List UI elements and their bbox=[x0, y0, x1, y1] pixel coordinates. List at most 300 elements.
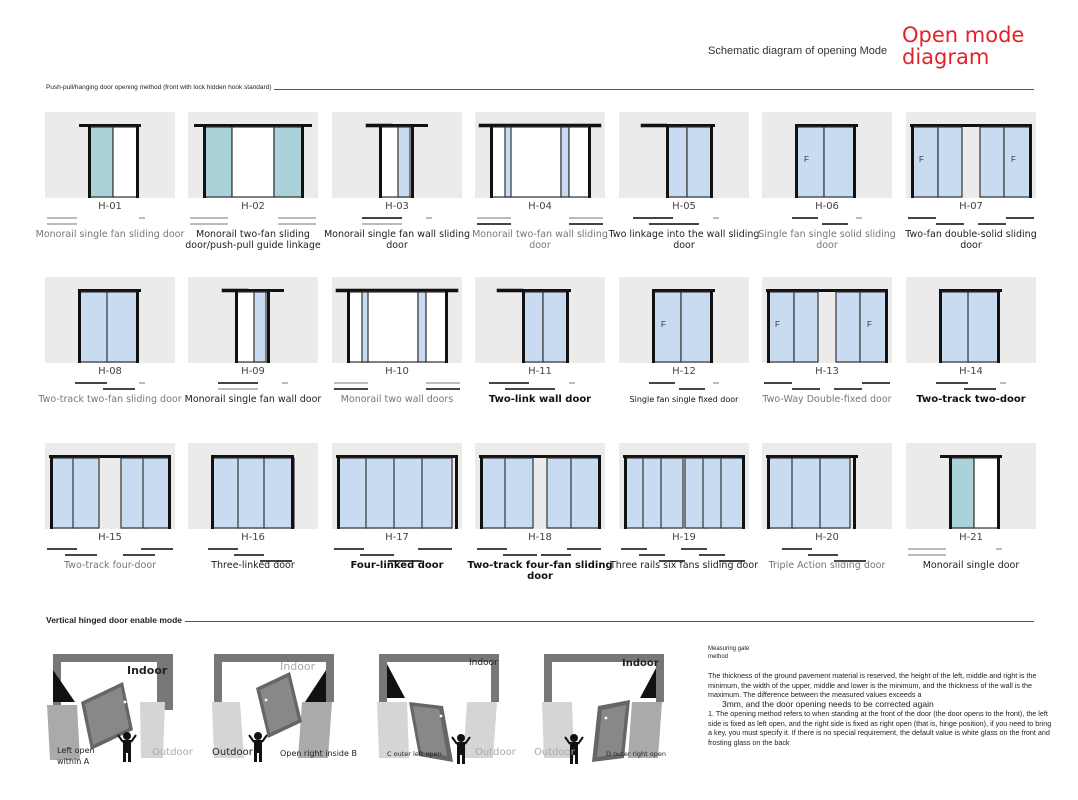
door-opening bbox=[426, 292, 446, 362]
door-code: H-14 bbox=[959, 366, 983, 377]
glass-panel bbox=[940, 292, 970, 362]
track-line bbox=[282, 382, 288, 384]
indoor-label: Indoor bbox=[622, 658, 659, 669]
glass-panel bbox=[204, 127, 232, 197]
fixed-panel-label: F bbox=[775, 320, 780, 329]
frame-post bbox=[710, 124, 713, 198]
indoor-label: Indoor bbox=[127, 664, 168, 677]
door-diagram bbox=[475, 277, 605, 363]
frame-post bbox=[235, 289, 238, 363]
glass-panel bbox=[366, 458, 396, 528]
glass-panel bbox=[824, 127, 854, 197]
track-line bbox=[103, 388, 135, 390]
door-code: H-18 bbox=[528, 532, 552, 543]
track-line bbox=[713, 382, 719, 384]
glass-panel bbox=[796, 127, 824, 197]
track-line bbox=[418, 548, 452, 550]
door-code: H-02 bbox=[241, 201, 265, 212]
track-line bbox=[764, 382, 792, 384]
track-line bbox=[208, 548, 238, 550]
glass-panel bbox=[107, 292, 137, 362]
glass-panel bbox=[238, 458, 266, 528]
frame-post bbox=[652, 289, 655, 363]
door-diagram bbox=[332, 112, 462, 198]
frame-post bbox=[949, 455, 952, 529]
door-thumbnail bbox=[475, 112, 605, 198]
door-opening bbox=[368, 292, 418, 362]
frame-post bbox=[522, 289, 525, 363]
sliding-section-title: Push-pull/hanging door opening method (front with lock hidden hook standard) bbox=[46, 84, 274, 91]
track-line bbox=[908, 217, 936, 219]
frame-post bbox=[203, 124, 206, 198]
door-thumbnail bbox=[188, 112, 318, 198]
door-name: Two-track four-door bbox=[63, 560, 157, 571]
glass-panel bbox=[980, 127, 1004, 197]
frame-post bbox=[1029, 124, 1032, 198]
door-code: H-12 bbox=[672, 366, 696, 377]
door-thumbnail bbox=[475, 443, 605, 529]
door-name: Four-linked door bbox=[350, 560, 444, 571]
glass-panel bbox=[661, 458, 683, 528]
glass-panel bbox=[543, 292, 567, 362]
track-line bbox=[477, 223, 511, 225]
track-line bbox=[218, 388, 258, 390]
track-line bbox=[123, 554, 155, 556]
glass-panel bbox=[794, 292, 818, 362]
door-diagram bbox=[188, 112, 318, 198]
door-thumbnail bbox=[906, 443, 1036, 529]
glass-panel bbox=[212, 458, 240, 528]
door-type-h-07 bbox=[906, 112, 1036, 272]
glass-panel bbox=[938, 127, 962, 197]
track-line bbox=[47, 217, 77, 219]
door-type-h-19 bbox=[609, 443, 759, 603]
fixed-panel-label: F bbox=[661, 320, 666, 329]
fixed-panel-label: F bbox=[804, 155, 809, 164]
track-line bbox=[362, 217, 402, 219]
outdoor-label: Outdoor bbox=[475, 747, 516, 758]
frame-post bbox=[490, 124, 493, 198]
door-diagram bbox=[619, 443, 749, 529]
track-line bbox=[190, 223, 228, 225]
mode-b-label: Open right inside B bbox=[280, 749, 357, 758]
frame-post bbox=[211, 455, 214, 529]
door-thumbnail bbox=[762, 443, 892, 529]
track-line bbox=[908, 554, 946, 556]
track-line bbox=[649, 223, 699, 225]
door-diagram bbox=[332, 443, 462, 529]
frame-post bbox=[50, 455, 53, 529]
door-thumbnail bbox=[188, 277, 318, 363]
door-name: Two-track two-fan sliding door bbox=[38, 394, 182, 405]
glass-panel bbox=[561, 127, 569, 197]
track-line bbox=[639, 554, 665, 556]
track-line bbox=[278, 217, 316, 219]
glass-panel bbox=[681, 292, 711, 362]
track-line bbox=[936, 223, 964, 225]
door-type-h-08 bbox=[38, 277, 182, 437]
door-diagram bbox=[188, 443, 318, 529]
track-line bbox=[75, 382, 107, 384]
door-type-h-01 bbox=[35, 112, 185, 272]
door-diagram bbox=[762, 277, 892, 363]
track-line bbox=[190, 217, 228, 219]
glass-panel bbox=[653, 292, 681, 362]
glass-panel bbox=[836, 292, 860, 362]
track-line bbox=[360, 554, 394, 556]
door-type-h-13 bbox=[762, 277, 892, 437]
door-diagram bbox=[906, 443, 1036, 529]
door-name: Two-track two-door bbox=[916, 394, 1026, 405]
page-title: Open mode diagram bbox=[902, 23, 1025, 69]
glass-panel bbox=[73, 458, 99, 528]
track-line bbox=[569, 217, 603, 219]
glass-panel bbox=[79, 292, 109, 362]
door-code: H-09 bbox=[241, 366, 265, 377]
track-line bbox=[426, 388, 460, 390]
track-line bbox=[141, 548, 173, 550]
door-type-h-16 bbox=[188, 443, 318, 603]
track-line bbox=[334, 548, 364, 550]
door-code: H-15 bbox=[98, 532, 122, 543]
frame-post bbox=[767, 289, 770, 363]
door-thumbnail bbox=[45, 443, 175, 529]
glass-panel bbox=[89, 127, 113, 197]
door-code: H-07 bbox=[959, 201, 983, 212]
door-type-h-14 bbox=[906, 277, 1036, 437]
glass-panel bbox=[398, 127, 410, 197]
frame-post bbox=[78, 289, 81, 363]
door-type-h-18 bbox=[467, 443, 613, 603]
glass-panel bbox=[422, 458, 452, 528]
door-code: H-13 bbox=[815, 366, 839, 377]
frame-post bbox=[379, 124, 382, 198]
glass-panel bbox=[571, 458, 599, 528]
outdoor-label: Outdoor bbox=[212, 747, 253, 758]
glass-panel bbox=[820, 458, 850, 528]
track-line bbox=[792, 388, 820, 390]
door-type-h-03 bbox=[323, 112, 471, 272]
track-line bbox=[862, 382, 890, 384]
door-opening bbox=[511, 127, 561, 197]
glass-panel bbox=[338, 458, 368, 528]
glass-panel bbox=[860, 292, 886, 362]
frame-post bbox=[853, 124, 856, 198]
door-diagram bbox=[332, 277, 462, 363]
track-line bbox=[334, 388, 368, 390]
door-thumbnail bbox=[906, 112, 1036, 198]
door-code: H-17 bbox=[385, 532, 409, 543]
hinged-diagram-d bbox=[540, 650, 700, 780]
door-type-h-10 bbox=[332, 277, 462, 437]
track-line bbox=[621, 548, 647, 550]
diagram-subtitle: Schematic diagram of opening Mode bbox=[708, 45, 888, 57]
door-name: Monorail single fan sliding door bbox=[35, 229, 185, 240]
track-line bbox=[936, 382, 968, 384]
door-code: H-21 bbox=[959, 532, 983, 543]
track-line bbox=[633, 217, 673, 219]
door-diagram bbox=[762, 443, 892, 529]
mode-c-label: C outer left open bbox=[387, 750, 442, 758]
track-line bbox=[139, 217, 145, 219]
frame-post bbox=[997, 289, 1000, 363]
door-thumbnail bbox=[475, 277, 605, 363]
door-diagram bbox=[619, 277, 749, 363]
track-line bbox=[477, 548, 507, 550]
frame-post bbox=[853, 455, 856, 529]
door-name: Single fan single fixed door bbox=[629, 395, 739, 404]
glass-panel bbox=[394, 458, 424, 528]
track-line bbox=[856, 217, 862, 219]
frame-post bbox=[911, 124, 914, 198]
mode-a-label: Left open within A bbox=[57, 746, 95, 766]
door-thumbnail bbox=[188, 443, 318, 529]
door-name: Monorail single door bbox=[922, 560, 1020, 571]
mode-d-label: D outer right open bbox=[606, 750, 667, 758]
door-thumbnail bbox=[45, 112, 175, 198]
track-line bbox=[477, 217, 511, 219]
frame-post bbox=[710, 289, 713, 363]
frame-post bbox=[997, 455, 1000, 529]
frame-post bbox=[588, 124, 591, 198]
door-diagram bbox=[762, 112, 892, 198]
track-line bbox=[834, 388, 862, 390]
track-line bbox=[541, 554, 571, 556]
frame-post bbox=[411, 124, 414, 198]
frame-post bbox=[267, 289, 270, 363]
door-diagram bbox=[188, 277, 318, 363]
glass-panel bbox=[721, 458, 743, 528]
door-diagram bbox=[619, 112, 749, 198]
door-diagram bbox=[45, 277, 175, 363]
frame-post bbox=[136, 124, 139, 198]
track-line bbox=[569, 382, 575, 384]
glass-panel bbox=[418, 292, 426, 362]
door-name: Two-fan double-solid sliding door bbox=[905, 229, 1037, 251]
door-thumbnail bbox=[332, 277, 462, 363]
hinged-diagram-c bbox=[375, 650, 535, 780]
door-type-h-09 bbox=[184, 277, 322, 437]
track-line bbox=[699, 554, 725, 556]
fixed-panel-label: F bbox=[919, 155, 924, 164]
frame-post bbox=[168, 455, 171, 529]
frame-post bbox=[88, 124, 91, 198]
door-opening bbox=[232, 127, 274, 197]
notes-paragraph-1: The thickness of the ground pavement material is reserved, the height of the left, middle and right is the minimum, the width of the upper, middle and lower is the minimum, and the thickness of the wall is the maximum. The difference between the measured values exceeds a bbox=[708, 671, 1037, 699]
hinged-mode-a bbox=[45, 650, 205, 780]
door-name: Two linkage into the wall sliding door bbox=[608, 229, 760, 251]
track-line bbox=[234, 554, 264, 556]
door-opening bbox=[974, 458, 998, 528]
door-diagram bbox=[475, 443, 605, 529]
measuring-notes bbox=[708, 645, 1053, 747]
door-type-h-06 bbox=[758, 112, 896, 272]
frame-post bbox=[566, 289, 569, 363]
door-type-h-04 bbox=[472, 112, 608, 272]
track-line bbox=[218, 382, 258, 384]
track-line bbox=[808, 554, 838, 556]
track-line bbox=[996, 548, 1002, 550]
door-code: H-10 bbox=[385, 366, 409, 377]
door-thumbnail bbox=[906, 277, 1036, 363]
door-code: H-03 bbox=[385, 201, 409, 212]
track-line bbox=[47, 548, 77, 550]
track-line bbox=[908, 548, 946, 550]
glass-panel bbox=[768, 292, 794, 362]
door-code: H-05 bbox=[672, 201, 696, 212]
track-line bbox=[426, 217, 432, 219]
track-line bbox=[139, 382, 145, 384]
track-line bbox=[822, 223, 848, 225]
door-type-h-17 bbox=[332, 443, 462, 603]
door-code: H-20 bbox=[815, 532, 839, 543]
hinged-mode-c bbox=[375, 650, 535, 780]
door-name: Monorail single fan wall sliding door bbox=[323, 229, 471, 251]
door-name: Triple Action sliding door bbox=[768, 560, 886, 571]
door-name: Monorail two wall doors bbox=[340, 394, 454, 405]
frame-post bbox=[301, 124, 304, 198]
door-thumbnail bbox=[332, 112, 462, 198]
door-type-h-02 bbox=[185, 112, 321, 272]
door-code: H-11 bbox=[528, 366, 552, 377]
track-line bbox=[426, 382, 460, 384]
glass-panel bbox=[143, 458, 169, 528]
door-thumbnail bbox=[762, 277, 892, 363]
glass-panel bbox=[912, 127, 938, 197]
door-name: Monorail two-fan wall sliding door bbox=[472, 229, 608, 251]
door-type-h-20 bbox=[762, 443, 892, 603]
door-name: Two-track four-fan sliding door bbox=[467, 560, 613, 582]
frame-post bbox=[795, 124, 798, 198]
door-code: H-16 bbox=[241, 532, 265, 543]
notes-heading: Measuring gate method bbox=[708, 646, 750, 660]
glass-panel bbox=[274, 127, 302, 197]
door-diagram bbox=[45, 112, 175, 198]
door-code: H-06 bbox=[815, 201, 839, 212]
track-line bbox=[65, 554, 97, 556]
door-opening bbox=[569, 127, 589, 197]
outdoor-label: Outdoor bbox=[534, 747, 575, 758]
track-line bbox=[713, 217, 719, 219]
track-line bbox=[1006, 217, 1034, 219]
track-line bbox=[679, 388, 705, 390]
door-name: Three rails six fans sliding door bbox=[609, 560, 759, 571]
track-line bbox=[47, 223, 77, 225]
glass-panel bbox=[968, 292, 998, 362]
glass-panel bbox=[523, 292, 543, 362]
frame-post bbox=[624, 455, 627, 529]
glass-panel bbox=[792, 458, 822, 528]
glass-panel bbox=[505, 458, 533, 528]
frame-post bbox=[347, 289, 350, 363]
door-thumbnail bbox=[332, 443, 462, 529]
door-type-h-11 bbox=[475, 277, 605, 437]
frame-post bbox=[939, 289, 942, 363]
track-line bbox=[681, 548, 707, 550]
track-line bbox=[569, 223, 603, 225]
section-divider bbox=[46, 621, 1034, 622]
door-thumbnail bbox=[619, 112, 749, 198]
frame-post bbox=[767, 455, 770, 529]
glass-panel bbox=[687, 127, 711, 197]
track-line bbox=[1000, 382, 1006, 384]
hinged-mode-d bbox=[534, 650, 700, 780]
door-name: Two-link wall door bbox=[488, 394, 592, 405]
door-code: H-19 bbox=[672, 532, 696, 543]
notes-paragraph-2: 1. The opening method refers to when standing at the front of the door (the door opens to the front), the left side is fixed as left open, and the right side is fixed as right open (that is, hinge position), if you need to bring a key, you must specify it. If there is no special requirement, the default value is white glass on the front and frosting glass on the back bbox=[708, 709, 1052, 747]
indoor-label: Indoor bbox=[280, 660, 316, 673]
track-line bbox=[503, 554, 537, 556]
fixed-panel-label: F bbox=[1011, 155, 1016, 164]
track-line bbox=[792, 217, 818, 219]
track-line bbox=[334, 382, 368, 384]
fixed-panel-label: F bbox=[867, 320, 872, 329]
notes-paragraph-1b: 3mm, and the door opening needs to be corrected again bbox=[722, 698, 934, 709]
track-line bbox=[964, 388, 996, 390]
glass-panel bbox=[264, 458, 294, 528]
glass-panel bbox=[1004, 127, 1030, 197]
door-opening bbox=[113, 127, 137, 197]
door-diagram bbox=[475, 112, 605, 198]
frame-post bbox=[598, 455, 601, 529]
outdoor-label: Outdoor bbox=[152, 747, 193, 758]
frame-post bbox=[337, 455, 340, 529]
glass-panel bbox=[254, 292, 266, 362]
frame-post bbox=[445, 289, 448, 363]
frame-post bbox=[455, 455, 458, 529]
door-thumbnail bbox=[619, 277, 749, 363]
door-thumbnail bbox=[619, 443, 749, 529]
track-line bbox=[278, 223, 316, 225]
frame-post bbox=[136, 289, 139, 363]
door-name: Monorail two-fan sliding door/push-pull guide linkage bbox=[185, 229, 321, 251]
frame-post bbox=[666, 124, 669, 198]
door-type-h-12 bbox=[619, 277, 749, 437]
track-line bbox=[782, 548, 812, 550]
glass-panel bbox=[667, 127, 687, 197]
door-diagram bbox=[45, 443, 175, 529]
track-line bbox=[649, 382, 675, 384]
door-diagram bbox=[906, 277, 1036, 363]
track-line bbox=[978, 223, 1006, 225]
track-line bbox=[505, 388, 555, 390]
track-line bbox=[567, 548, 601, 550]
frame-post bbox=[291, 455, 294, 529]
door-thumbnail bbox=[45, 277, 175, 363]
door-thumbnail bbox=[762, 112, 892, 198]
frame-post bbox=[742, 455, 745, 529]
door-name: Two-Way Double-fixed door bbox=[762, 394, 892, 405]
track-line bbox=[489, 382, 529, 384]
frame-post bbox=[480, 455, 483, 529]
track-line bbox=[362, 223, 402, 225]
door-diagram bbox=[906, 112, 1036, 198]
frame-post bbox=[885, 289, 888, 363]
door-name: Monorail single fan wall door bbox=[184, 394, 322, 405]
door-type-h-21 bbox=[906, 443, 1036, 603]
door-name: Three-linked door bbox=[211, 560, 295, 571]
door-code: H-04 bbox=[528, 201, 552, 212]
door-type-h-05 bbox=[608, 112, 760, 272]
indoor-label: Indoor bbox=[469, 658, 498, 668]
door-type-h-15 bbox=[45, 443, 175, 603]
hinged-mode-b bbox=[210, 650, 370, 780]
hinged-section-title: Vertical hinged door enable mode bbox=[46, 615, 185, 625]
door-code: H-08 bbox=[98, 366, 122, 377]
door-code: H-01 bbox=[98, 201, 122, 212]
door-name: Single fan single solid sliding door bbox=[758, 229, 896, 251]
glass-panel bbox=[950, 458, 974, 528]
